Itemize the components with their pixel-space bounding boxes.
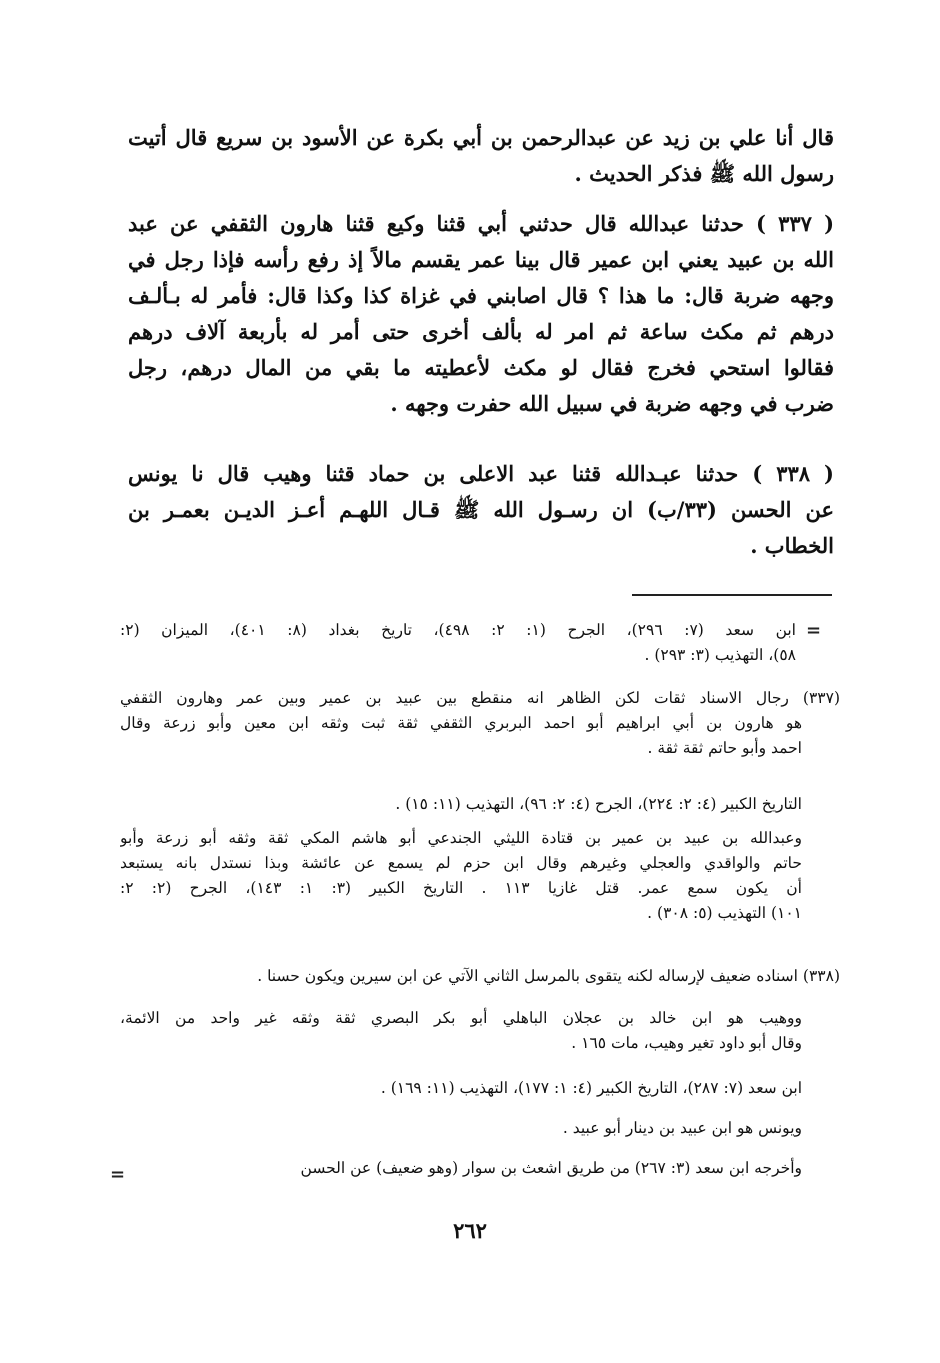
text-line: الخطاب .	[750, 533, 834, 558]
continuation-mark-bottom: =	[110, 1164, 126, 1185]
footnote-line: ابن سعد (٧: ٢٩٦)، الجرح (١: ٢: ٤٩٨)، تاريخ بغداد (٨: ٤٠١)، الميزان (٢:	[120, 621, 796, 639]
footnote-line: ويونس هو ابن عبيد بن دينار أبو عبيد .	[562, 1119, 802, 1137]
footnote-line: وعبدالله بن عبيد بن عمير بن قتادة الليثي الجندعي أبو هاشم المكي ثقة وثقه أبو زرعة وأبو	[120, 829, 802, 847]
footnote-337	[120, 686, 840, 761]
text-line: ( ٣٣٨ ) حدثنا عبـدالله قثنا عبد الاعلى بن حماد قثنا وهيب قال نا يونس	[128, 461, 834, 486]
footnote-separator	[632, 594, 832, 596]
text-line: وجهه ضربة قال: ما هذا ؟ قال اصابني في غزاة كذا وكذا قال: فأمر له بـألـف	[128, 283, 834, 308]
text-line: رسول الله ﷺ فذكر الحديث .	[574, 161, 834, 186]
footnote-line: أن يكون سمع عمر. قتل غازيا ١١٣ . التاريخ الكبير (٣: ١: ١٤٣)، الجرح (٢: ٢:	[120, 879, 802, 897]
footnote-338	[120, 964, 840, 989]
text-line: الله بن عبيد يعني ابن عمير قال بينا عمر يقسم مالاً إذ رفع رأسه فإذا رجل في	[128, 247, 834, 272]
text-line: فقالوا استحي فخرج فقال لو مكث لأعطيته ما بقي من المال درهم، رجل	[128, 355, 834, 380]
footnote-line: ٥٨)، التهذيب (٣: ٢٩٣) .	[644, 646, 796, 664]
main-paragraph-338	[128, 456, 834, 564]
text-line: ضرب في وجهه ضربة في سبيل الله حفرت وجهه .	[390, 391, 834, 416]
footnote-line: ١٠١) التهذيب (٥: ٣٠٨) .	[647, 904, 802, 922]
footnote-heading: (٣٣٨) اسناده ضعيف لإرساله لكنه يتقوى بالمرسل الثاني الآتي عن ابن سيرين ويكون حسنا .	[257, 967, 840, 985]
main-paragraph-1	[128, 120, 834, 192]
footnote-338-last	[120, 1156, 840, 1181]
text-line: درهم ثم مكث ساعة ثم امر له بألف أخرى حتى أمر له بأربعة آلاف درهم	[128, 319, 834, 344]
main-paragraph-337	[128, 206, 834, 422]
footnote-line: التاريخ الكبير (٤: ٢: ٢٢٤)، الجرح (٤: ٢: ٩٦)، التهذيب (١١: ١٥) .	[395, 795, 802, 813]
footnote-line: احمد وأبو حاتم ثقة ثقة .	[647, 739, 802, 757]
footnote-line: هو هارون بن أبي ابراهيم أبو احمد البربري الثقفي ثقة ثبت وثقه ابن معين وأبو زرعة وقال	[120, 714, 802, 732]
footnote-338-wuhayb	[120, 1006, 840, 1056]
continuation-mark-top: =	[806, 620, 822, 641]
footnote-line: ابن سعد (٧: ٢٨٧)، التاريخ الكبير (٤: ١: ١٧٧)، التهذيب (١١: ١٦٩) .	[380, 1079, 802, 1097]
footnote-338-reference	[120, 1076, 840, 1101]
text-line: قال أنا علي بن زيد عن عبدالرحمن بن أبي بكرة عن الأسود بن سريع قال أتيت	[128, 125, 834, 150]
footnote-338-yunus	[120, 1116, 840, 1141]
footnote-line: وقال أبو داود تغير وهيب، مات ١٦٥ .	[571, 1034, 802, 1052]
footnote-line: ووهيب هو ابن خالد بن عجلان الباهلي أبو بكر البصري ثقة وثقه غير واحد من الائمة،	[120, 1009, 802, 1027]
footnote-337-reference	[120, 792, 840, 817]
footnote-line: وأخرجه ابن سعد (٣: ٢٦٧) من طريق اشعث بن سوار (وهو ضعيف) عن الحسن	[300, 1159, 802, 1177]
footnote-continued	[120, 618, 840, 668]
footnote-heading: (٣٣٧) رجال الاسناد ثقات لكن الظاهر انه منقطع بين عبيد بن عمير وبين عمر وهارون الثقفي	[120, 689, 840, 707]
footnote-337-narrator	[120, 826, 840, 926]
page-number: ٢٦٢	[453, 1218, 487, 1243]
footnote-line: حاتم والواقدي والعجلي وغيرهم وقال ابن حزم لم يسمع عن عائشة وبذا نستدل بانه يستبعد	[120, 854, 802, 872]
text-line: عن الحسن (٣٣/ب) ان رسـول الله ﷺ قـال اللهـم أعـز الديـن بعمـر بن	[128, 497, 834, 522]
text-line: ( ٣٣٧ ) حدثنا عبدالله قال حدثني أبي قثنا وكيع قثنا هارون الثقفي عن عبد	[128, 211, 834, 236]
